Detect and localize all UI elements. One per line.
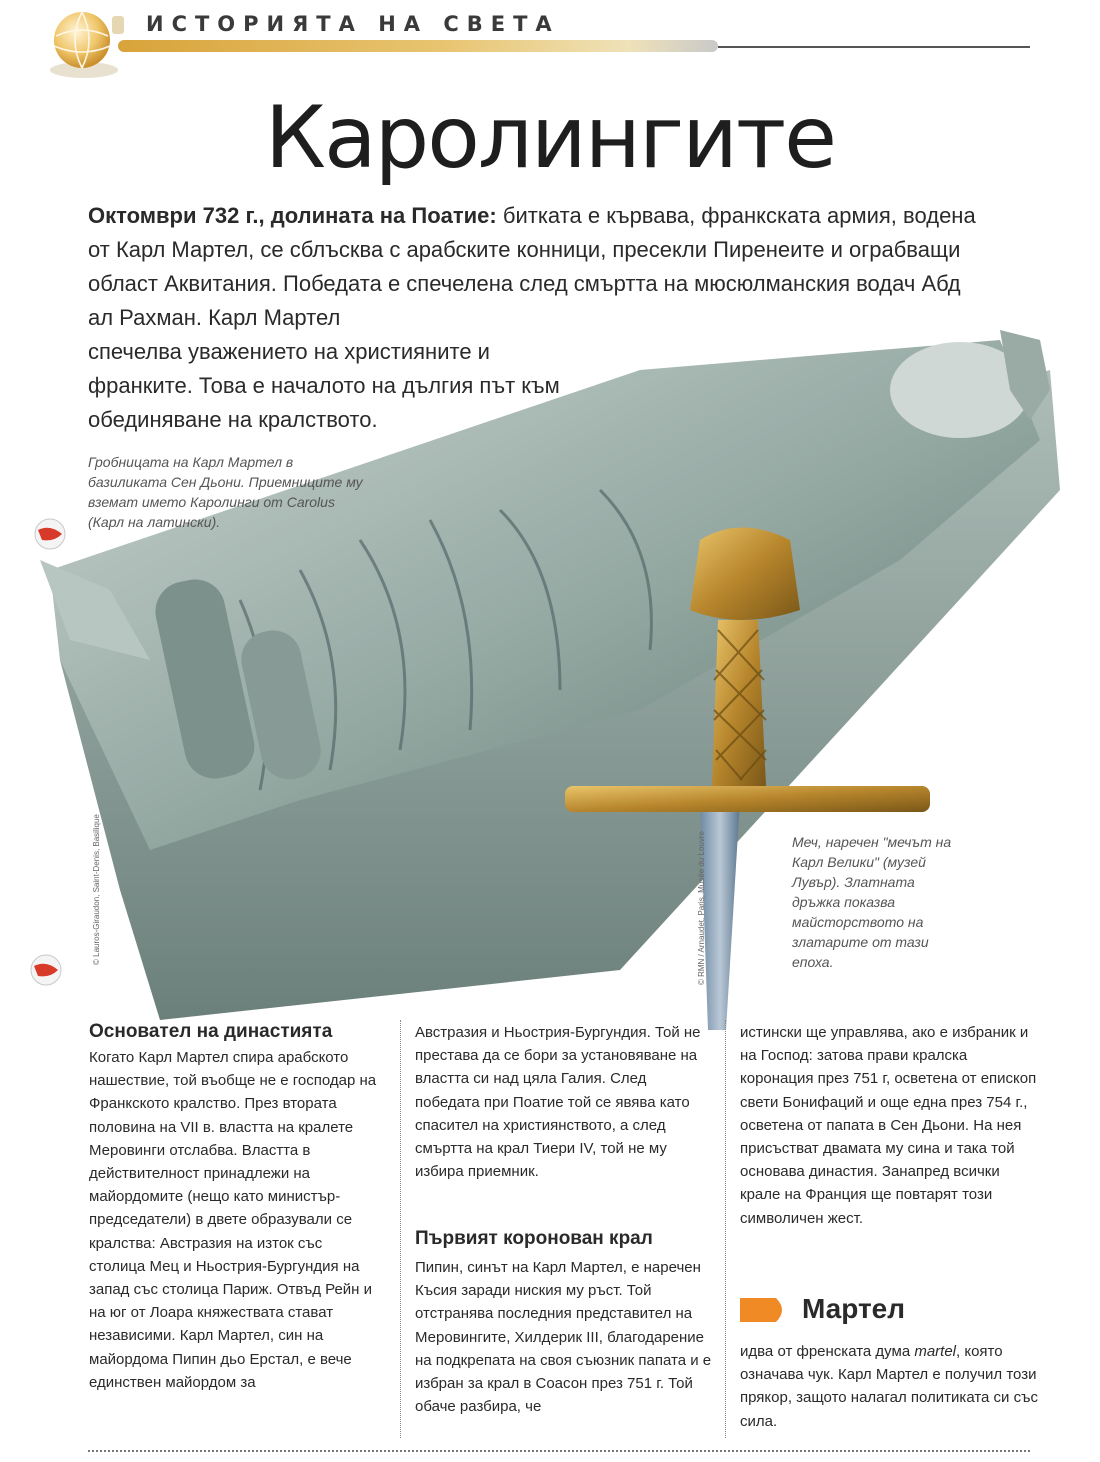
word-box-heading: Мартел: [802, 1293, 906, 1324]
word-box-text: [740, 1340, 1038, 1433]
column-divider: [725, 1020, 726, 1438]
lead-text-1: битката е кървава, франкската армия, водена от Карл Мартел, се сблъсква с арабските конници, пресекли Пиренеите и ограбващи област Аквитания. Победата е спечелена след смъртта на мюсюлманския водач Абд ал Рахман. Карл Мартел: [88, 203, 976, 330]
word-box-text-before: идва от френската дума: [740, 1343, 915, 1360]
tomb-photo-credit: © Lauros-Giraudon, Saint-Denis, Basilique: [92, 814, 101, 965]
sword-photo-credit: © RMN / Arnaudet, Paris, Musée du Louvre: [697, 831, 706, 985]
lead-paragraph-continued: спечелва уважението на християните и франките. Това е началото на дългия път към обединяване на кралството.: [88, 339, 560, 432]
lead-paragraph: [88, 199, 988, 335]
tomb-caption: Гробницата на Карл Мартел в базиликата Сен Дьони. Приемниците му вземат името Каролинги от Carolus (Карл на латински).: [88, 454, 363, 530]
sword-caption: Меч, наречен "мечът на Карл Велики" (музей Лувър). Златната дръжка показва майсторството на златарите от тази епоха.: [792, 834, 952, 970]
globe-logo-icon: [38, 6, 130, 82]
section-heading-founder: Основател на династията: [89, 1021, 333, 1042]
section-heading-first-king: Първият коронован крал: [415, 1228, 653, 1249]
decorative-ball-icon: [32, 516, 68, 552]
word-box-term: martel: [914, 1343, 957, 1360]
bottom-rule: [88, 1450, 1030, 1452]
word-box-text-after: , която означава чук. Карл Мартел е получил този прякор, защото налагал политиката си със сила.: [740, 1343, 1038, 1430]
header-rule: [718, 46, 1030, 48]
header-bar: [118, 40, 718, 52]
lead-bold: Октомври 732 г., долината на Поатие:: [88, 203, 497, 228]
column-first-king-text: Пипин, синът на Карл Мартел, е наречен Късия заради ниския му ръст. Той отстранява последния представител на Меровингите, Хилдерик III, благодарение на подкрепата на своя съюзник папата и е избран за крал в Соасон през 751 г. Той обаче разбира, че: [415, 1259, 712, 1416]
word-marker-icon: [740, 1298, 788, 1322]
column-founder-text: Когато Карл Мартел спира арабското нашествие, той въобще не е господар на Франкското кралство. През втората половина на VII в. властта на кралете Меровинги отслабва. Властта в действителност принадлежи на майордомите (нещо като министър-председатели) в двете образували се кралства: Австразия на изток със столица Мец и Ньострия-Бургундия на запад със столица Париж. Отвъд Рейн и на юг от Лоара княжествата стават независими. Карл Мартел, син на майордома Пипин дьо Ерстал, е вече единствен майордом за: [89, 1049, 377, 1391]
decorative-ball-icon: [28, 952, 64, 988]
column-founder-continued: Австразия и Ньострия-Бургундия. Той не престава да се бори за установяване на властта си над цяла Галия. След победата при Поатие той се явява като спасител на християнството, а след смъртта на крал Тиери IV, той не му избира приемник.: [415, 1024, 701, 1181]
column-divider: [400, 1020, 401, 1438]
series-title: ИСТОРИЯТА НА СВЕТА: [146, 12, 560, 36]
column-first-king-continued: истински ще управлява, ако е избраник и на Господ: затова прави кралска коронация през 751 г, осветена от епископ свети Бонифаций и още една през 754 г., осветена от папата в Сен Дьони. На нея присъстват двамата му сина и така той основава династия. Занапред всички крале на Франция ще повтарят този символичен жест.: [740, 1024, 1037, 1227]
page-title: Каролингите: [264, 88, 836, 188]
